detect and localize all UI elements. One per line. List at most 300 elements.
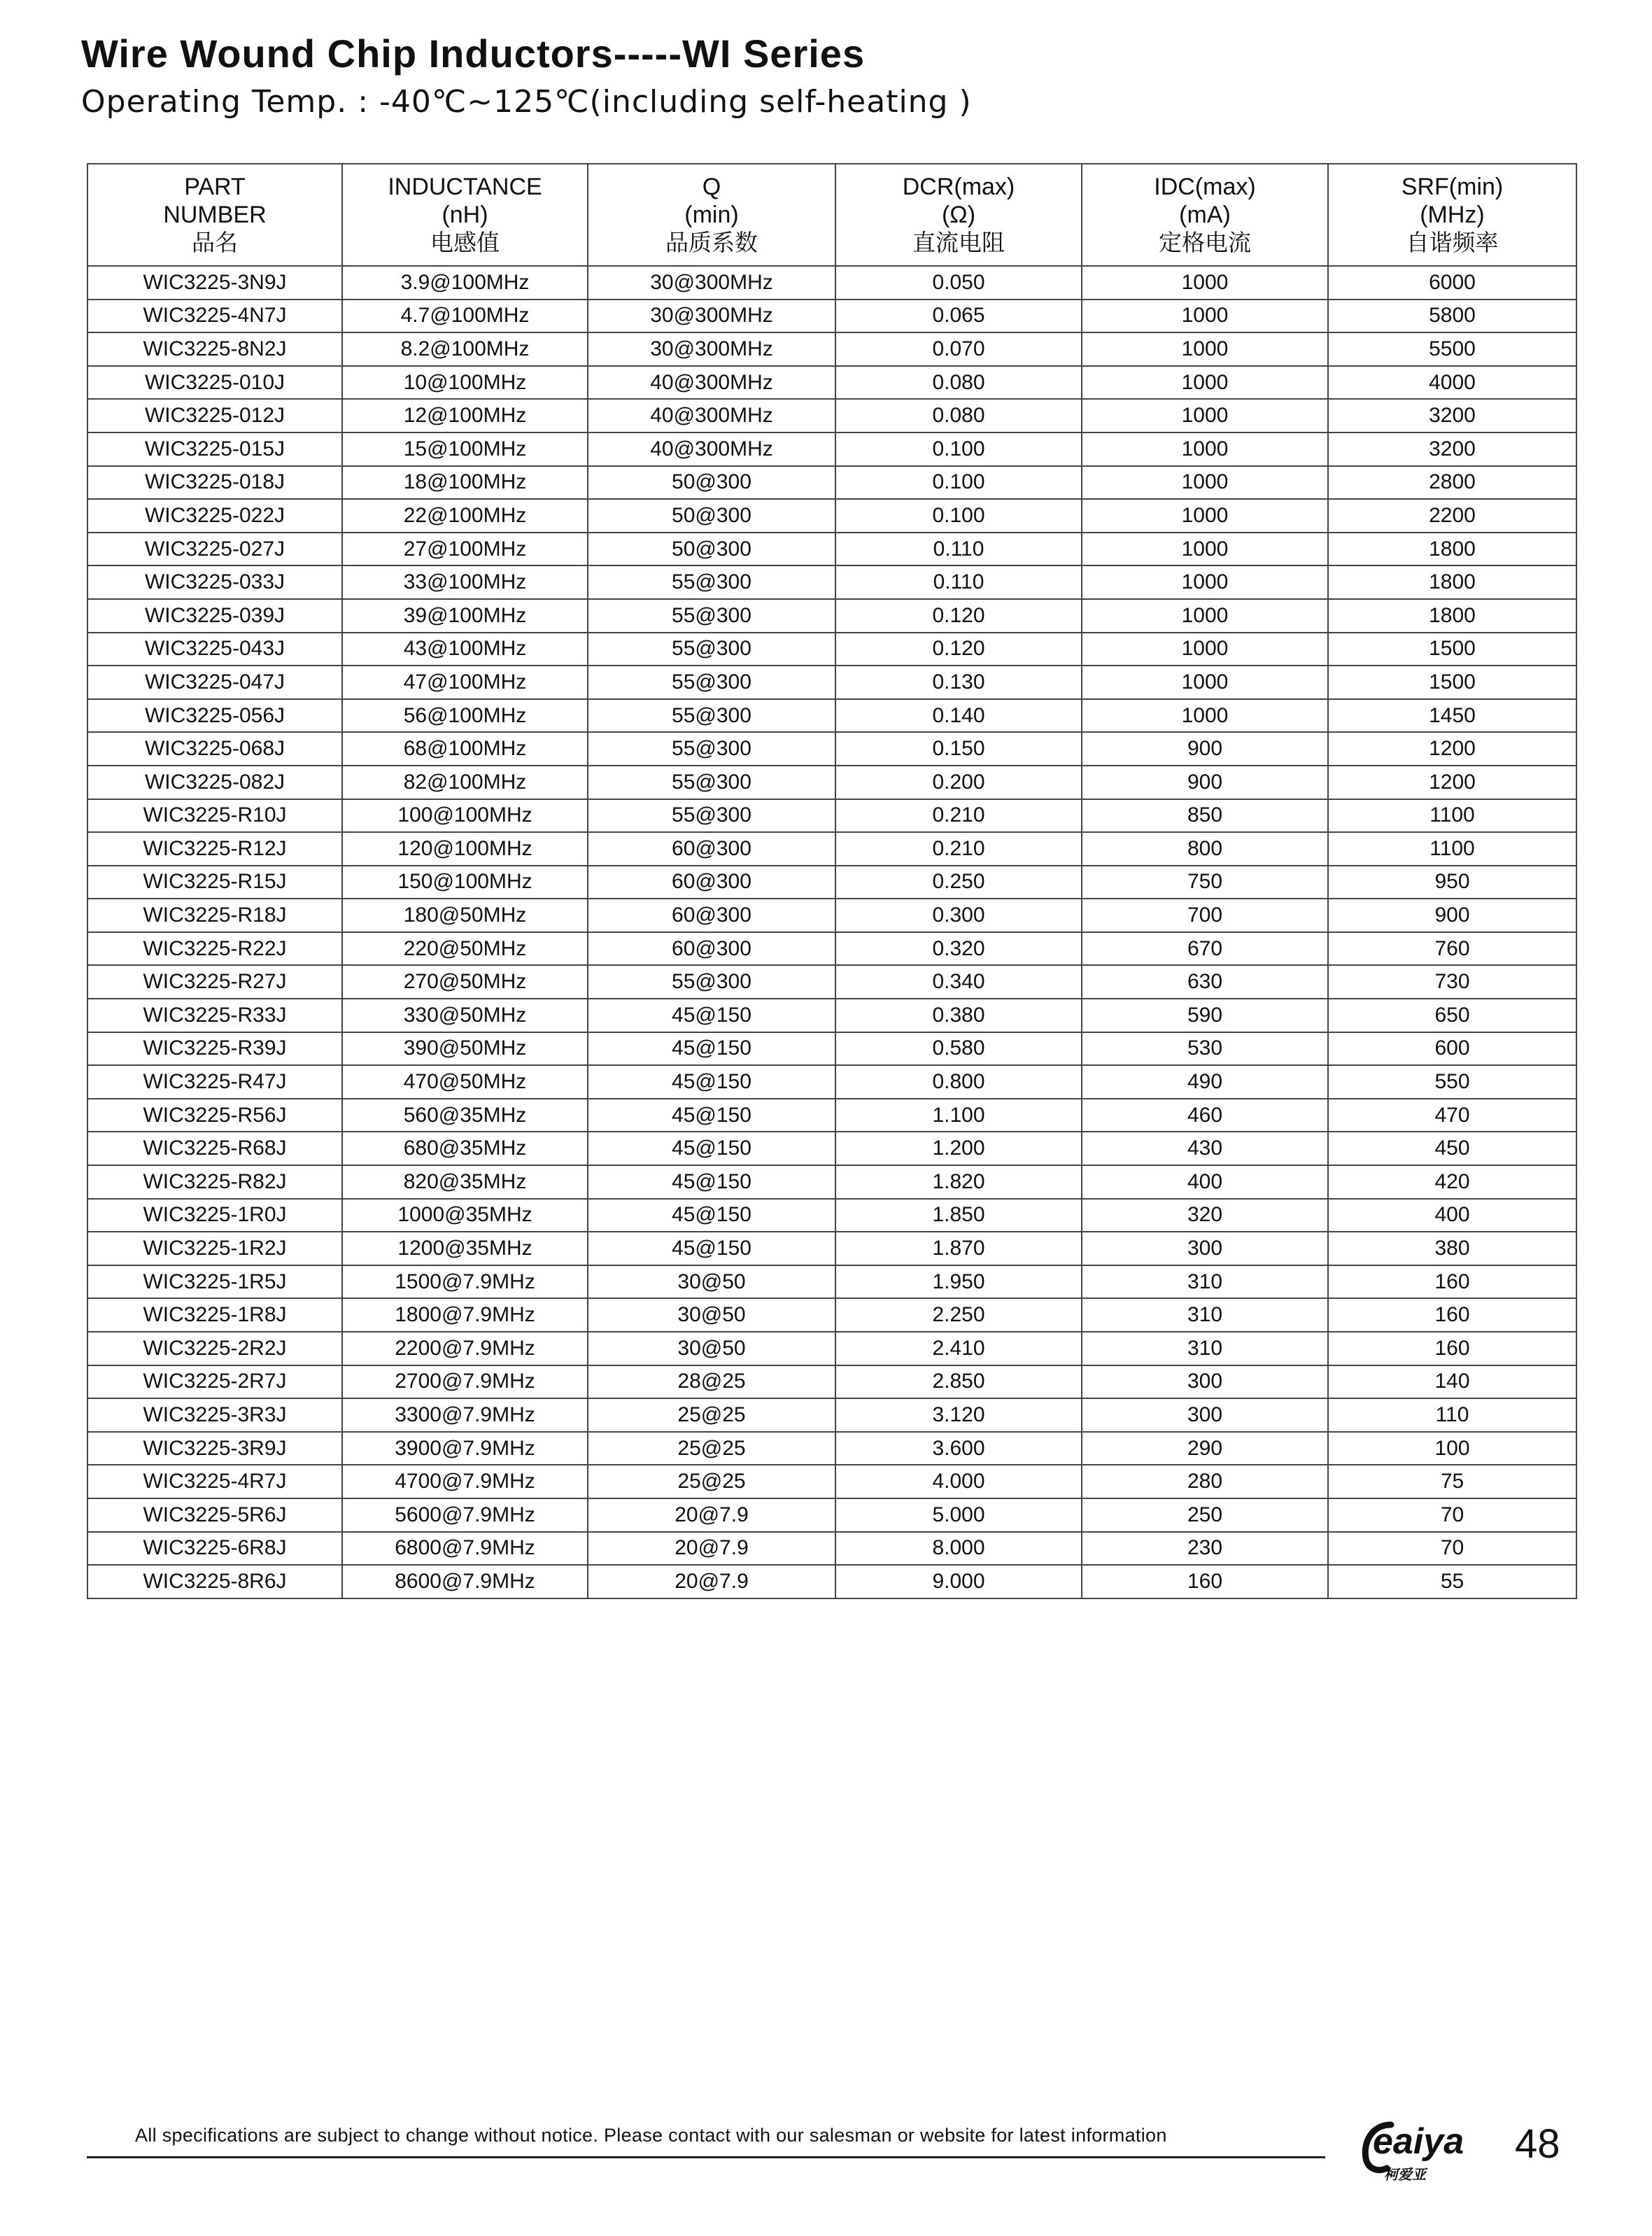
col-header-label-cn: 品名 bbox=[192, 229, 238, 256]
table-row bbox=[87, 565, 1576, 599]
table-row bbox=[87, 1065, 1576, 1099]
cell-part-number: WIC3225-R12J bbox=[87, 832, 342, 866]
cell-dcr: 0.150 bbox=[835, 732, 1082, 766]
cell-idc: 1000 bbox=[1082, 666, 1328, 699]
cell-inductance: 10@100MHz bbox=[342, 366, 588, 400]
cell-inductance: 15@100MHz bbox=[342, 433, 588, 466]
table-row bbox=[87, 1032, 1576, 1066]
cell-dcr: 3.120 bbox=[835, 1398, 1082, 1432]
cell-dcr: 0.320 bbox=[835, 932, 1082, 966]
cell-q: 40@300MHz bbox=[588, 399, 835, 433]
col-header-label: (mA) bbox=[1179, 202, 1231, 228]
cell-dcr: 0.250 bbox=[835, 866, 1082, 899]
cell-srf: 400 bbox=[1328, 1199, 1576, 1232]
cell-dcr: 0.100 bbox=[835, 433, 1082, 466]
cell-srf: 1100 bbox=[1328, 799, 1576, 833]
cell-idc: 900 bbox=[1082, 732, 1328, 766]
cell-idc: 1000 bbox=[1082, 499, 1328, 533]
cell-inductance: 6800@7.9MHz bbox=[342, 1532, 588, 1566]
table-row bbox=[87, 599, 1576, 633]
cell-dcr: 0.110 bbox=[835, 565, 1082, 599]
cell-q: 25@25 bbox=[588, 1398, 835, 1432]
cell-q: 45@150 bbox=[588, 1165, 835, 1199]
cell-srf: 160 bbox=[1328, 1332, 1576, 1365]
cell-idc: 300 bbox=[1082, 1398, 1328, 1432]
cell-part-number: WIC3225-R33J bbox=[87, 999, 342, 1032]
cell-dcr: 2.850 bbox=[835, 1365, 1082, 1399]
cell-srf: 3200 bbox=[1328, 399, 1576, 433]
cell-dcr: 0.065 bbox=[835, 300, 1082, 333]
cell-q: 25@25 bbox=[588, 1432, 835, 1465]
col-header-label: SRF(min) bbox=[1401, 174, 1504, 200]
cell-srf: 1800 bbox=[1328, 533, 1576, 566]
cell-q: 55@300 bbox=[588, 732, 835, 766]
cell-part-number: WIC3225-R22J bbox=[87, 932, 342, 966]
cell-srf: 3200 bbox=[1328, 433, 1576, 466]
cell-idc: 530 bbox=[1082, 1032, 1328, 1066]
col-header-dcr bbox=[835, 164, 1082, 266]
cell-idc: 1000 bbox=[1082, 399, 1328, 433]
table-row bbox=[87, 1232, 1576, 1265]
cell-srf: 760 bbox=[1328, 932, 1576, 966]
cell-part-number: WIC3225-6R8J bbox=[87, 1532, 342, 1566]
cell-part-number: WIC3225-3N9J bbox=[87, 266, 342, 300]
cell-srf: 550 bbox=[1328, 1065, 1576, 1099]
cell-q: 60@300 bbox=[588, 932, 835, 966]
cell-idc: 300 bbox=[1082, 1232, 1328, 1265]
cell-inductance: 3.9@100MHz bbox=[342, 266, 588, 300]
footer-divider bbox=[87, 2156, 1325, 2158]
cell-idc: 1000 bbox=[1082, 565, 1328, 599]
cell-idc: 1000 bbox=[1082, 699, 1328, 733]
cell-idc: 310 bbox=[1082, 1298, 1328, 1332]
cell-q: 60@300 bbox=[588, 832, 835, 866]
operating-temp-subtitle: Operating Temp. : -40℃~125℃(including self-heating ) bbox=[81, 84, 972, 120]
cell-idc: 400 bbox=[1082, 1165, 1328, 1199]
cell-part-number: WIC3225-R10J bbox=[87, 799, 342, 833]
cell-part-number: WIC3225-3R9J bbox=[87, 1432, 342, 1465]
cell-dcr: 1.850 bbox=[835, 1199, 1082, 1232]
cell-srf: 420 bbox=[1328, 1165, 1576, 1199]
col-header-q bbox=[588, 164, 835, 266]
cell-dcr: 0.080 bbox=[835, 399, 1082, 433]
cell-part-number: WIC3225-039J bbox=[87, 599, 342, 633]
cell-srf: 5500 bbox=[1328, 332, 1576, 366]
cell-part-number: WIC3225-R27J bbox=[87, 965, 342, 999]
cell-part-number: WIC3225-R56J bbox=[87, 1099, 342, 1132]
col-header-inductance bbox=[342, 164, 588, 266]
cell-srf: 470 bbox=[1328, 1099, 1576, 1132]
cell-srf: 75 bbox=[1328, 1465, 1576, 1498]
cell-srf: 600 bbox=[1328, 1032, 1576, 1066]
cell-inductance: 330@50MHz bbox=[342, 999, 588, 1032]
table-row bbox=[87, 1465, 1576, 1498]
cell-srf: 1500 bbox=[1328, 666, 1576, 699]
col-header-label-cn: 自谐频率 bbox=[1406, 229, 1499, 256]
cell-idc: 290 bbox=[1082, 1432, 1328, 1465]
cell-part-number: WIC3225-R68J bbox=[87, 1132, 342, 1165]
table-row bbox=[87, 766, 1576, 799]
cell-dcr: 0.140 bbox=[835, 699, 1082, 733]
cell-q: 20@7.9 bbox=[588, 1532, 835, 1566]
cell-srf: 380 bbox=[1328, 1232, 1576, 1265]
table-row bbox=[87, 932, 1576, 966]
cell-idc: 310 bbox=[1082, 1332, 1328, 1365]
cell-idc: 160 bbox=[1082, 1565, 1328, 1598]
cell-inductance: 8600@7.9MHz bbox=[342, 1565, 588, 1598]
cell-q: 30@300MHz bbox=[588, 266, 835, 300]
cell-dcr: 0.080 bbox=[835, 366, 1082, 400]
brand-logo-subtext: 柯爱亚 bbox=[1384, 2166, 1426, 2183]
cell-idc: 630 bbox=[1082, 965, 1328, 999]
col-header-srf bbox=[1328, 164, 1576, 266]
cell-idc: 670 bbox=[1082, 932, 1328, 966]
col-header-label: (nH) bbox=[442, 202, 488, 228]
cell-q: 20@7.9 bbox=[588, 1565, 835, 1598]
cell-q: 55@300 bbox=[588, 799, 835, 833]
cell-inductance: 2200@7.9MHz bbox=[342, 1332, 588, 1365]
table-row bbox=[87, 832, 1576, 866]
cell-srf: 1200 bbox=[1328, 766, 1576, 799]
cell-idc: 1000 bbox=[1082, 332, 1328, 366]
cell-inductance: 120@100MHz bbox=[342, 832, 588, 866]
table-row bbox=[87, 366, 1576, 400]
cell-dcr: 2.410 bbox=[835, 1332, 1082, 1365]
cell-dcr: 0.200 bbox=[835, 766, 1082, 799]
cell-idc: 1000 bbox=[1082, 466, 1328, 500]
cell-part-number: WIC3225-1R8J bbox=[87, 1298, 342, 1332]
cell-srf: 650 bbox=[1328, 999, 1576, 1032]
cell-dcr: 0.100 bbox=[835, 466, 1082, 500]
cell-srf: 950 bbox=[1328, 866, 1576, 899]
table-row bbox=[87, 1265, 1576, 1299]
cell-inductance: 8.2@100MHz bbox=[342, 332, 588, 366]
cell-part-number: WIC3225-015J bbox=[87, 433, 342, 466]
cell-part-number: WIC3225-043J bbox=[87, 633, 342, 666]
cell-idc: 310 bbox=[1082, 1265, 1328, 1299]
cell-inductance: 150@100MHz bbox=[342, 866, 588, 899]
cell-dcr: 8.000 bbox=[835, 1532, 1082, 1566]
cell-dcr: 5.000 bbox=[835, 1498, 1082, 1532]
table-row bbox=[87, 633, 1576, 666]
cell-idc: 1000 bbox=[1082, 599, 1328, 633]
table-row bbox=[87, 1432, 1576, 1465]
cell-inductance: 1000@35MHz bbox=[342, 1199, 588, 1232]
cell-q: 20@7.9 bbox=[588, 1498, 835, 1532]
cell-q: 55@300 bbox=[588, 633, 835, 666]
cell-part-number: WIC3225-8N2J bbox=[87, 332, 342, 366]
cell-part-number: WIC3225-027J bbox=[87, 533, 342, 566]
cell-dcr: 4.000 bbox=[835, 1465, 1082, 1498]
cell-inductance: 470@50MHz bbox=[342, 1065, 588, 1099]
cell-dcr: 0.130 bbox=[835, 666, 1082, 699]
table-row bbox=[87, 732, 1576, 766]
cell-srf: 6000 bbox=[1328, 266, 1576, 300]
cell-part-number: WIC3225-022J bbox=[87, 499, 342, 533]
cell-part-number: WIC3225-2R2J bbox=[87, 1332, 342, 1365]
table-row bbox=[87, 300, 1576, 333]
col-header-label-cn: 品质系数 bbox=[665, 229, 758, 256]
cell-dcr: 0.100 bbox=[835, 499, 1082, 533]
cell-srf: 1100 bbox=[1328, 832, 1576, 866]
cell-dcr: 1.870 bbox=[835, 1232, 1082, 1265]
col-header-label: DCR(max) bbox=[902, 174, 1015, 200]
cell-part-number: WIC3225-047J bbox=[87, 666, 342, 699]
cell-part-number: WIC3225-5R6J bbox=[87, 1498, 342, 1532]
cell-idc: 1000 bbox=[1082, 433, 1328, 466]
cell-part-number: WIC3225-R47J bbox=[87, 1065, 342, 1099]
cell-inductance: 43@100MHz bbox=[342, 633, 588, 666]
cell-dcr: 0.070 bbox=[835, 332, 1082, 366]
cell-srf: 55 bbox=[1328, 1565, 1576, 1598]
table-row bbox=[87, 1099, 1576, 1132]
col-header-label: IDC(max) bbox=[1154, 174, 1256, 200]
cell-part-number: WIC3225-1R0J bbox=[87, 1199, 342, 1232]
table-row bbox=[87, 1132, 1576, 1165]
cell-inductance: 3300@7.9MHz bbox=[342, 1398, 588, 1432]
table-row bbox=[87, 332, 1576, 366]
table-row bbox=[87, 433, 1576, 466]
cell-dcr: 1.100 bbox=[835, 1099, 1082, 1132]
cell-srf: 70 bbox=[1328, 1532, 1576, 1566]
cell-idc: 1000 bbox=[1082, 300, 1328, 333]
table-row bbox=[87, 799, 1576, 833]
cell-dcr: 1.950 bbox=[835, 1265, 1082, 1299]
table-row bbox=[87, 1398, 1576, 1432]
cell-part-number: WIC3225-033J bbox=[87, 565, 342, 599]
cell-srf: 1800 bbox=[1328, 565, 1576, 599]
table-row bbox=[87, 1365, 1576, 1399]
cell-part-number: WIC3225-3R3J bbox=[87, 1398, 342, 1432]
col-header-label-cn: 电感值 bbox=[430, 229, 500, 256]
cell-inductance: 68@100MHz bbox=[342, 732, 588, 766]
cell-inductance: 2700@7.9MHz bbox=[342, 1365, 588, 1399]
cell-dcr: 0.340 bbox=[835, 965, 1082, 999]
page-title: Wire Wound Chip Inductors-----WI Series bbox=[81, 31, 866, 76]
cell-part-number: WIC3225-2R7J bbox=[87, 1365, 342, 1399]
cell-q: 45@150 bbox=[588, 1132, 835, 1165]
table-row bbox=[87, 399, 1576, 433]
brand-logo-text: eaiya bbox=[1373, 2121, 1464, 2162]
cell-q: 30@300MHz bbox=[588, 300, 835, 333]
cell-q: 25@25 bbox=[588, 1465, 835, 1498]
cell-srf: 2800 bbox=[1328, 466, 1576, 500]
table-row bbox=[87, 699, 1576, 733]
table-row bbox=[87, 1199, 1576, 1232]
cell-srf: 1500 bbox=[1328, 633, 1576, 666]
cell-dcr: 3.600 bbox=[835, 1432, 1082, 1465]
col-header-label-cn: 定格电流 bbox=[1159, 229, 1251, 256]
cell-dcr: 0.580 bbox=[835, 1032, 1082, 1066]
cell-dcr: 0.210 bbox=[835, 799, 1082, 833]
cell-part-number: WIC3225-R15J bbox=[87, 866, 342, 899]
cell-q: 50@300 bbox=[588, 533, 835, 566]
cell-dcr: 0.300 bbox=[835, 899, 1082, 932]
cell-srf: 140 bbox=[1328, 1365, 1576, 1399]
cell-idc: 800 bbox=[1082, 832, 1328, 866]
cell-part-number: WIC3225-082J bbox=[87, 766, 342, 799]
cell-dcr: 1.200 bbox=[835, 1132, 1082, 1165]
cell-part-number: WIC3225-1R2J bbox=[87, 1232, 342, 1265]
col-header-label: (Ω) bbox=[941, 202, 976, 228]
cell-dcr: 0.800 bbox=[835, 1065, 1082, 1099]
cell-srf: 110 bbox=[1328, 1398, 1576, 1432]
table-row bbox=[87, 1498, 1576, 1532]
cell-dcr: 0.050 bbox=[835, 266, 1082, 300]
cell-inductance: 560@35MHz bbox=[342, 1099, 588, 1132]
cell-srf: 5800 bbox=[1328, 300, 1576, 333]
cell-q: 45@150 bbox=[588, 1032, 835, 1066]
cell-idc: 850 bbox=[1082, 799, 1328, 833]
cell-inductance: 220@50MHz bbox=[342, 932, 588, 966]
cell-srf: 2200 bbox=[1328, 499, 1576, 533]
col-header-label: (MHz) bbox=[1420, 202, 1485, 228]
table-row bbox=[87, 899, 1576, 932]
table-row bbox=[87, 999, 1576, 1032]
cell-srf: 100 bbox=[1328, 1432, 1576, 1465]
col-header-idc bbox=[1082, 164, 1328, 266]
cell-part-number: WIC3225-R82J bbox=[87, 1165, 342, 1199]
cell-q: 45@150 bbox=[588, 999, 835, 1032]
cell-part-number: WIC3225-4R7J bbox=[87, 1465, 342, 1498]
cell-q: 55@300 bbox=[588, 699, 835, 733]
cell-inductance: 39@100MHz bbox=[342, 599, 588, 633]
cell-dcr: 0.210 bbox=[835, 832, 1082, 866]
cell-q: 55@300 bbox=[588, 766, 835, 799]
cell-q: 50@300 bbox=[588, 499, 835, 533]
cell-q: 45@150 bbox=[588, 1199, 835, 1232]
cell-inductance: 680@35MHz bbox=[342, 1132, 588, 1165]
cell-inductance: 100@100MHz bbox=[342, 799, 588, 833]
inductor-spec-table bbox=[87, 163, 1577, 1599]
table-header-row bbox=[87, 164, 1576, 266]
cell-srf: 160 bbox=[1328, 1265, 1576, 1299]
cell-idc: 700 bbox=[1082, 899, 1328, 932]
cell-inductance: 1500@7.9MHz bbox=[342, 1265, 588, 1299]
cell-q: 55@300 bbox=[588, 565, 835, 599]
page-number: 48 bbox=[1515, 2121, 1560, 2167]
table-row bbox=[87, 466, 1576, 500]
cell-part-number: WIC3225-8R6J bbox=[87, 1565, 342, 1598]
col-header-label: INDUCTANCE bbox=[388, 174, 542, 200]
cell-srf: 1200 bbox=[1328, 732, 1576, 766]
cell-inductance: 56@100MHz bbox=[342, 699, 588, 733]
col-header-label: PART bbox=[184, 174, 246, 200]
cell-inductance: 3900@7.9MHz bbox=[342, 1432, 588, 1465]
cell-inductance: 27@100MHz bbox=[342, 533, 588, 566]
cell-dcr: 0.110 bbox=[835, 533, 1082, 566]
cell-inductance: 4700@7.9MHz bbox=[342, 1465, 588, 1498]
cell-q: 28@25 bbox=[588, 1365, 835, 1399]
cell-q: 55@300 bbox=[588, 666, 835, 699]
cell-idc: 750 bbox=[1082, 866, 1328, 899]
col-header-label-cn: 直流电阻 bbox=[912, 229, 1005, 256]
cell-q: 45@150 bbox=[588, 1232, 835, 1265]
table-row bbox=[87, 1565, 1576, 1598]
col-header-label: Q bbox=[702, 174, 721, 200]
cell-q: 30@50 bbox=[588, 1298, 835, 1332]
table-row bbox=[87, 266, 1576, 300]
cell-dcr: 0.120 bbox=[835, 633, 1082, 666]
cell-inductance: 22@100MHz bbox=[342, 499, 588, 533]
cell-inductance: 5600@7.9MHz bbox=[342, 1498, 588, 1532]
cell-idc: 230 bbox=[1082, 1532, 1328, 1566]
cell-q: 30@50 bbox=[588, 1332, 835, 1365]
table-body bbox=[87, 266, 1576, 1598]
cell-q: 30@300MHz bbox=[588, 332, 835, 366]
cell-inductance: 33@100MHz bbox=[342, 565, 588, 599]
cell-dcr: 0.120 bbox=[835, 599, 1082, 633]
table-row bbox=[87, 1332, 1576, 1365]
cell-idc: 1000 bbox=[1082, 633, 1328, 666]
cell-srf: 4000 bbox=[1328, 366, 1576, 400]
cell-inductance: 82@100MHz bbox=[342, 766, 588, 799]
table-row bbox=[87, 1165, 1576, 1199]
cell-inductance: 1800@7.9MHz bbox=[342, 1298, 588, 1332]
cell-inductance: 270@50MHz bbox=[342, 965, 588, 999]
table-row bbox=[87, 866, 1576, 899]
cell-part-number: WIC3225-056J bbox=[87, 699, 342, 733]
cell-inductance: 180@50MHz bbox=[342, 899, 588, 932]
footer-disclaimer: All specifications are subject to change without notice. Please contact with our salesman or website for latest information bbox=[135, 2125, 1167, 2146]
cell-idc: 320 bbox=[1082, 1199, 1328, 1232]
cell-inductance: 1200@35MHz bbox=[342, 1232, 588, 1265]
cell-idc: 430 bbox=[1082, 1132, 1328, 1165]
cell-srf: 450 bbox=[1328, 1132, 1576, 1165]
cell-q: 55@300 bbox=[588, 599, 835, 633]
cell-idc: 1000 bbox=[1082, 366, 1328, 400]
cell-idc: 1000 bbox=[1082, 533, 1328, 566]
cell-part-number: WIC3225-4N7J bbox=[87, 300, 342, 333]
table-row bbox=[87, 1532, 1576, 1566]
cell-dcr: 0.380 bbox=[835, 999, 1082, 1032]
cell-idc: 1000 bbox=[1082, 266, 1328, 300]
cell-srf: 70 bbox=[1328, 1498, 1576, 1532]
cell-inductance: 12@100MHz bbox=[342, 399, 588, 433]
cell-q: 45@150 bbox=[588, 1065, 835, 1099]
cell-q: 40@300MHz bbox=[588, 433, 835, 466]
cell-idc: 460 bbox=[1082, 1099, 1328, 1132]
cell-idc: 490 bbox=[1082, 1065, 1328, 1099]
cell-part-number: WIC3225-012J bbox=[87, 399, 342, 433]
cell-idc: 900 bbox=[1082, 766, 1328, 799]
cell-q: 30@50 bbox=[588, 1265, 835, 1299]
cell-q: 60@300 bbox=[588, 899, 835, 932]
table-row bbox=[87, 533, 1576, 566]
table-row bbox=[87, 965, 1576, 999]
cell-idc: 250 bbox=[1082, 1498, 1328, 1532]
cell-q: 40@300MHz bbox=[588, 366, 835, 400]
cell-dcr: 2.250 bbox=[835, 1298, 1082, 1332]
cell-inductance: 47@100MHz bbox=[342, 666, 588, 699]
cell-inductance: 820@35MHz bbox=[342, 1165, 588, 1199]
cell-inductance: 390@50MHz bbox=[342, 1032, 588, 1066]
cell-inductance: 4.7@100MHz bbox=[342, 300, 588, 333]
cell-q: 50@300 bbox=[588, 466, 835, 500]
cell-part-number: WIC3225-018J bbox=[87, 466, 342, 500]
cell-srf: 1800 bbox=[1328, 599, 1576, 633]
cell-dcr: 9.000 bbox=[835, 1565, 1082, 1598]
table-row bbox=[87, 1298, 1576, 1332]
cell-q: 45@150 bbox=[588, 1099, 835, 1132]
cell-srf: 900 bbox=[1328, 899, 1576, 932]
table-row bbox=[87, 499, 1576, 533]
cell-idc: 590 bbox=[1082, 999, 1328, 1032]
cell-part-number: WIC3225-R18J bbox=[87, 899, 342, 932]
col-header-part-number bbox=[87, 164, 342, 266]
cell-srf: 730 bbox=[1328, 965, 1576, 999]
cell-srf: 160 bbox=[1328, 1298, 1576, 1332]
